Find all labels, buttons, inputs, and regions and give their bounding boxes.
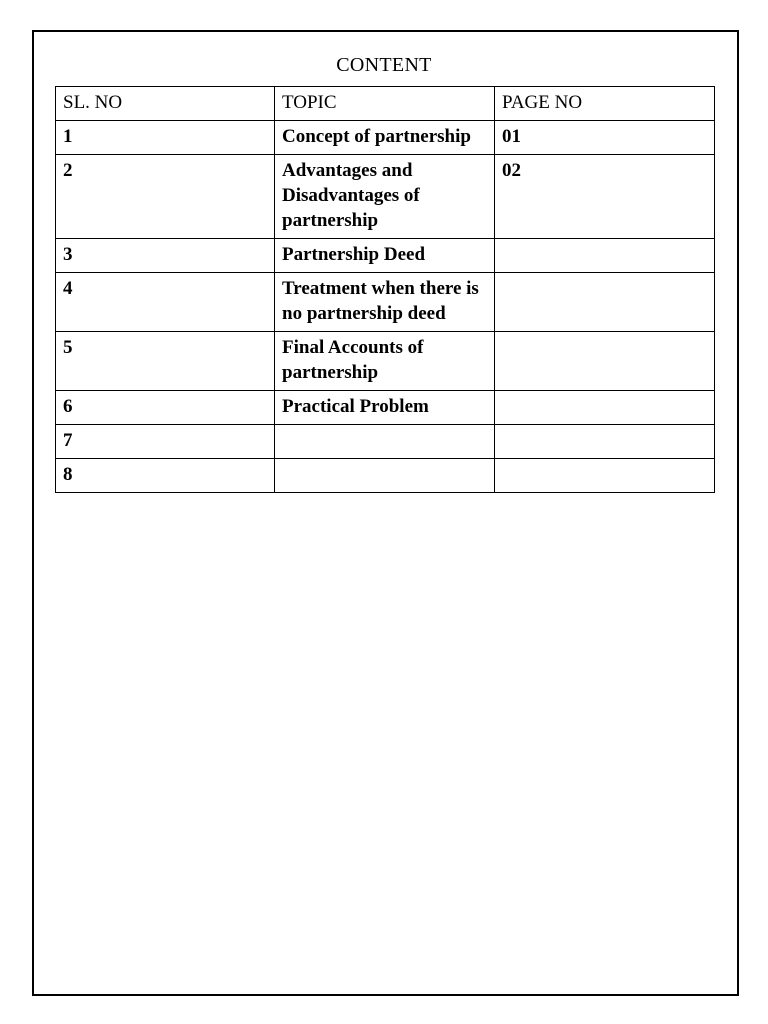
- page-no-cell: [495, 425, 715, 459]
- sl-no-cell: 8: [56, 459, 275, 493]
- page-no-cell: [495, 273, 715, 332]
- topic-cell: Treatment when there is no partnership deed: [275, 273, 495, 332]
- sl-no-cell: 5: [56, 332, 275, 391]
- column-header-sl-no: SL. NO: [56, 87, 275, 121]
- sl-no-cell: 3: [56, 239, 275, 273]
- sl-no-cell: 7: [56, 425, 275, 459]
- topic-cell: Concept of partnership: [275, 121, 495, 155]
- page-no-cell: 02: [495, 155, 715, 239]
- table-row: [56, 391, 715, 425]
- table-row: [56, 239, 715, 273]
- page-no-cell: [495, 239, 715, 273]
- column-header-page-no: PAGE NO: [495, 87, 715, 121]
- page-no-cell: 01: [495, 121, 715, 155]
- table-row: [56, 155, 715, 239]
- topic-cell: [275, 459, 495, 493]
- sl-no-cell: 2: [56, 155, 275, 239]
- sl-no-cell: 4: [56, 273, 275, 332]
- table-header-row: [56, 87, 715, 121]
- topic-cell: Partnership Deed: [275, 239, 495, 273]
- table-row: [56, 425, 715, 459]
- page-no-cell: [495, 332, 715, 391]
- sl-no-cell: 1: [56, 121, 275, 155]
- topic-cell: Advantages and Disadvantages of partnership: [275, 155, 495, 239]
- contents-table: [55, 86, 715, 493]
- page-no-cell: [495, 391, 715, 425]
- page-no-cell: [495, 459, 715, 493]
- column-header-topic: TOPIC: [275, 87, 495, 121]
- document-title: CONTENT: [336, 54, 432, 76]
- table-row: [56, 121, 715, 155]
- sl-no-cell: 6: [56, 391, 275, 425]
- topic-cell: Practical Problem: [275, 391, 495, 425]
- table-row: [56, 273, 715, 332]
- table-row: [56, 332, 715, 391]
- topic-cell: Final Accounts of partnership: [275, 332, 495, 391]
- table-row: [56, 459, 715, 493]
- topic-cell: [275, 425, 495, 459]
